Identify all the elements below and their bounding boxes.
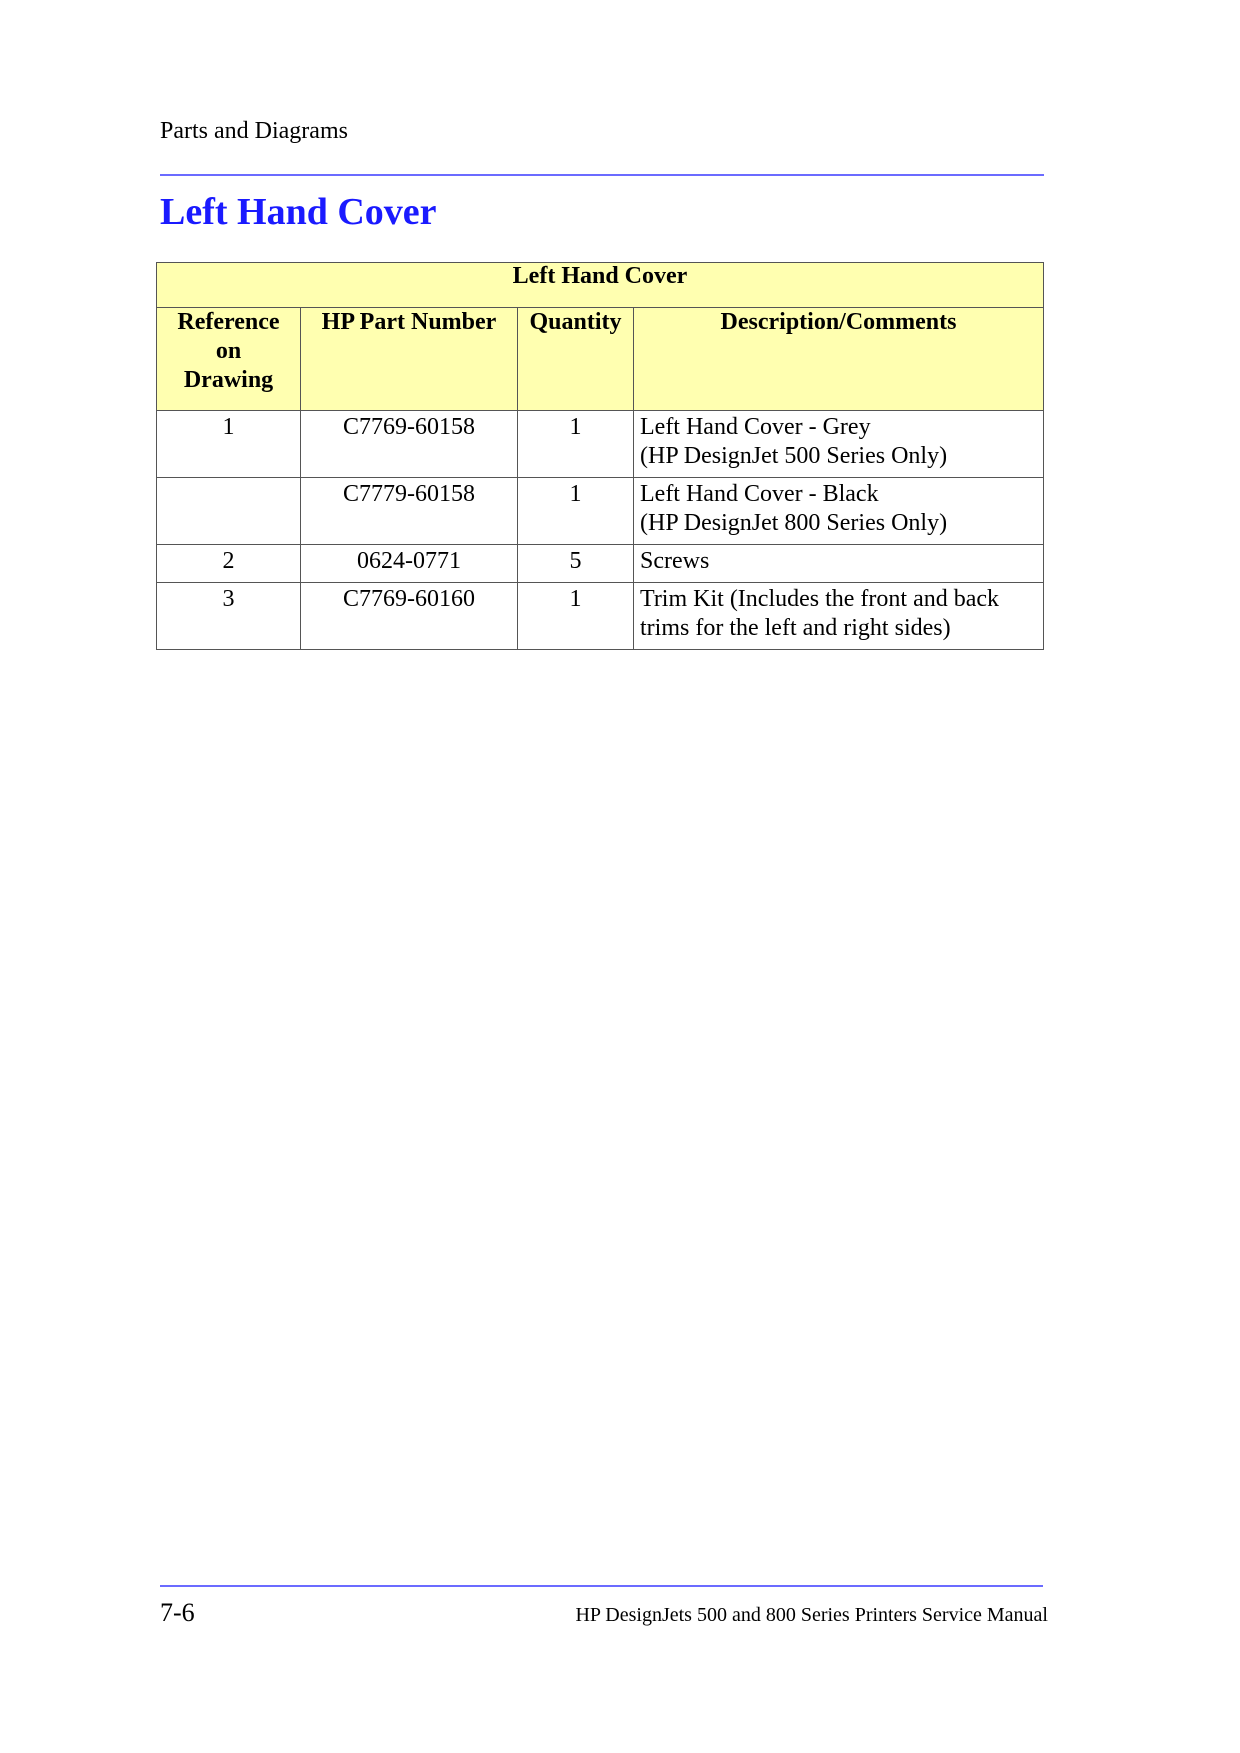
cell-part-number: C7769-60160 — [301, 583, 518, 650]
description-line: Screws — [640, 548, 710, 574]
cell-reference: 2 — [157, 545, 301, 583]
description-line: (HP DesignJet 500 Series Only) — [640, 443, 948, 469]
table-header-row — [157, 308, 1044, 411]
header-rule — [160, 174, 1044, 176]
manual-title: HP DesignJets 500 and 800 Series Printers Service Manual — [575, 1604, 1048, 1626]
header-line: Reference — [177, 309, 280, 335]
cell-description — [634, 478, 1044, 545]
description-line: trims for the left and right sides) — [640, 615, 951, 641]
description-line: (HP DesignJet 800 Series Only) — [640, 510, 948, 536]
description-line: Left Hand Cover - Black — [640, 481, 879, 507]
running-head: Parts and Diagrams — [160, 118, 348, 144]
parts-table — [156, 262, 1044, 650]
table-caption-row — [157, 263, 1044, 308]
table-row — [157, 411, 1044, 478]
description-line: Left Hand Cover - Grey — [640, 414, 871, 440]
column-header-part-number: HP Part Number — [301, 308, 518, 411]
cell-part-number: C7769-60158 — [301, 411, 518, 478]
cell-quantity: 1 — [518, 583, 634, 650]
cell-description — [634, 411, 1044, 478]
header-line: Drawing — [183, 367, 274, 393]
cell-description — [634, 583, 1044, 650]
cell-reference: 3 — [157, 583, 301, 650]
cell-quantity: 5 — [518, 545, 634, 583]
cell-quantity: 1 — [518, 411, 634, 478]
table-row — [157, 478, 1044, 545]
cell-quantity: 1 — [518, 478, 634, 545]
cell-part-number: C7779-60158 — [301, 478, 518, 545]
header-line: on — [215, 338, 242, 364]
cell-reference: 1 — [157, 411, 301, 478]
page-number: 7-6 — [160, 1598, 195, 1627]
page-title: Left Hand Cover — [160, 191, 437, 233]
cell-description — [634, 545, 1044, 583]
column-header-reference — [157, 308, 301, 411]
table-row — [157, 545, 1044, 583]
table-caption: Left Hand Cover — [157, 263, 1044, 308]
description-line: Trim Kit (Includes the front and back — [640, 586, 1000, 612]
table-row — [157, 583, 1044, 650]
cell-reference — [157, 478, 301, 545]
column-header-quantity: Quantity — [518, 308, 634, 411]
column-header-description: Description/Comments — [634, 308, 1044, 411]
footer-rule — [160, 1585, 1043, 1587]
cell-part-number: 0624-0771 — [301, 545, 518, 583]
